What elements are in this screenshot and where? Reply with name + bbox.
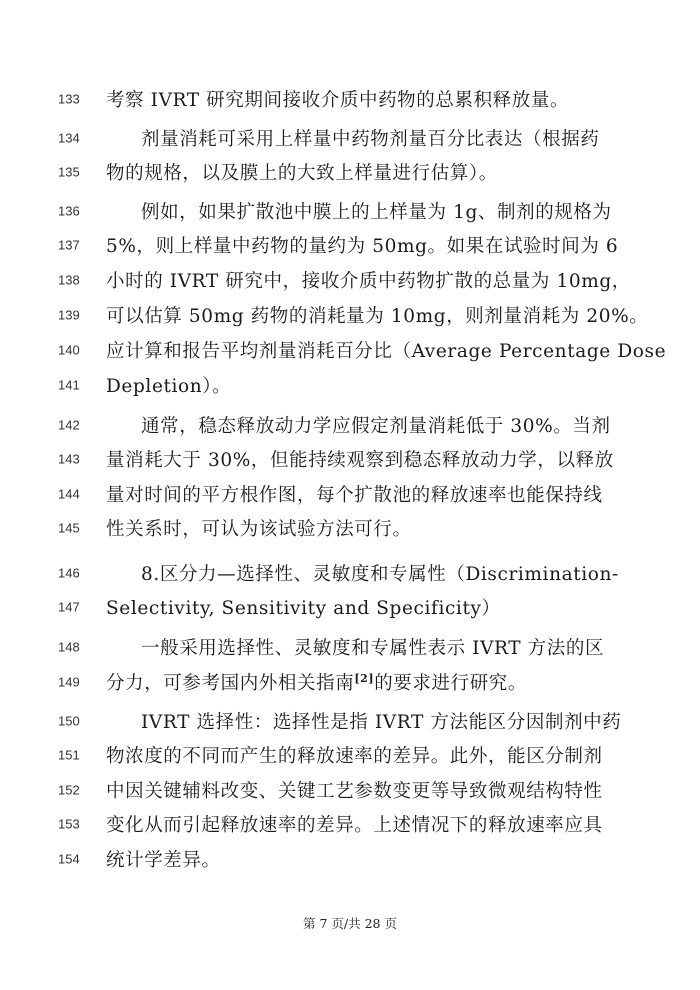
line-text: 物浓度的不同而产生的释放速率的差异。此外，能区分制剂 bbox=[106, 746, 603, 767]
line-146 bbox=[0, 556, 700, 590]
line-number: 133 bbox=[58, 91, 80, 107]
line-text: 小时的 IVRT 研究中，接收介质中药物扩散的总量为 10mg， bbox=[106, 271, 631, 292]
line-text: 可以估算 50mg 药物的消耗量为 10mg，则剂量消耗为 20%。 bbox=[106, 306, 649, 327]
line-134 bbox=[0, 121, 700, 155]
line-number: 141 bbox=[58, 377, 80, 393]
line-text: 通常，稳态释放动力学应假定剂量消耗低于 30%。当剂 bbox=[141, 416, 611, 437]
line-148 bbox=[0, 630, 700, 664]
line-number: 148 bbox=[58, 639, 80, 655]
line-number: 149 bbox=[58, 674, 80, 690]
page-footer: 第 7 页/共 28 页 bbox=[303, 916, 397, 931]
line-text-after-citation: 的要求进行研究。 bbox=[374, 673, 527, 694]
line-text: 性关系时，可认为该试验方法可行。 bbox=[106, 519, 412, 540]
line-153 bbox=[0, 807, 700, 841]
line-number: 151 bbox=[58, 747, 80, 763]
line-text: Selectivity, Sensitivity and Specificity） bbox=[106, 598, 501, 619]
line-number: 136 bbox=[58, 203, 80, 219]
line-number: 154 bbox=[58, 851, 80, 867]
line-number: 146 bbox=[58, 565, 80, 581]
line-text: 变化从而引起释放速率的差异。上述情况下的释放速率应具 bbox=[106, 815, 603, 836]
line-text-before-citation: 分力，可参考国内外相关指南 bbox=[106, 673, 355, 694]
line-text bbox=[106, 669, 596, 695]
line-text: 应计算和报告平均剂量消耗百分比（Average Percentage Dose bbox=[106, 341, 667, 362]
line-text: 剂量消耗可采用上样量中药物剂量百分比表达（根据药 bbox=[141, 129, 600, 150]
line-text: 量消耗大于 30%，但能持续观察到稳态释放动力学，以释放 bbox=[106, 450, 614, 471]
line-number: 153 bbox=[58, 816, 80, 832]
line-149 bbox=[0, 665, 700, 699]
line-147 bbox=[0, 590, 700, 624]
line-140 bbox=[0, 333, 700, 367]
line-143 bbox=[0, 442, 700, 476]
line-number: 139 bbox=[58, 307, 80, 323]
line-text: 物的规格，以及膜上的大致上样量进行估算）。 bbox=[106, 163, 498, 184]
line-152 bbox=[0, 773, 700, 807]
line-135 bbox=[0, 155, 700, 189]
citation-superscript: [2] bbox=[354, 671, 375, 685]
line-number: 135 bbox=[58, 164, 80, 180]
line-number: 137 bbox=[58, 237, 80, 253]
line-text: 量对时间的平方根作图，每个扩散池的释放速率也能保持线 bbox=[106, 485, 603, 506]
line-number: 134 bbox=[58, 130, 80, 146]
line-133 bbox=[0, 82, 700, 116]
line-number: 152 bbox=[58, 782, 80, 798]
line-136 bbox=[0, 194, 700, 228]
line-137 bbox=[0, 228, 700, 262]
line-142 bbox=[0, 408, 700, 442]
line-number: 150 bbox=[58, 713, 80, 729]
line-139 bbox=[0, 298, 700, 332]
line-text: 例如，如果扩散池中膜上的上样量为 1g、制剂的规格为 bbox=[141, 202, 612, 223]
line-text: 8.区分力—选择性、灵敏度和专属性（Discrimination- bbox=[141, 564, 619, 585]
line-text: Depletion）。 bbox=[106, 376, 232, 397]
line-141 bbox=[0, 368, 700, 402]
line-151 bbox=[0, 738, 700, 772]
line-text: 中因关键辅料改变、关键工艺参数变更等导致微观结构特性 bbox=[106, 781, 603, 802]
line-number: 145 bbox=[58, 520, 80, 536]
line-144 bbox=[0, 477, 700, 511]
line-150 bbox=[0, 704, 700, 738]
line-text: 一般采用选择性、灵敏度和专属性表示 IVRT 方法的区 bbox=[141, 638, 605, 659]
line-text: 5%，则上样量中药物的量约为 50mg。如果在试验时间为 6 bbox=[106, 236, 619, 257]
line-number: 140 bbox=[58, 342, 80, 358]
line-number: 138 bbox=[58, 272, 80, 288]
line-number: 143 bbox=[58, 451, 80, 467]
line-138 bbox=[0, 263, 700, 297]
line-text: 考察 IVRT 研究期间接收介质中药物的总累积释放量。 bbox=[106, 90, 570, 111]
line-154 bbox=[0, 842, 700, 876]
line-number: 147 bbox=[58, 599, 80, 615]
line-number: 144 bbox=[58, 486, 80, 502]
line-text: 统计学差异。 bbox=[106, 850, 221, 871]
line-145 bbox=[0, 511, 700, 545]
line-text: IVRT 选择性：选择性是指 IVRT 方法能区分因制剂中药 bbox=[141, 712, 622, 733]
line-number: 142 bbox=[58, 417, 80, 433]
